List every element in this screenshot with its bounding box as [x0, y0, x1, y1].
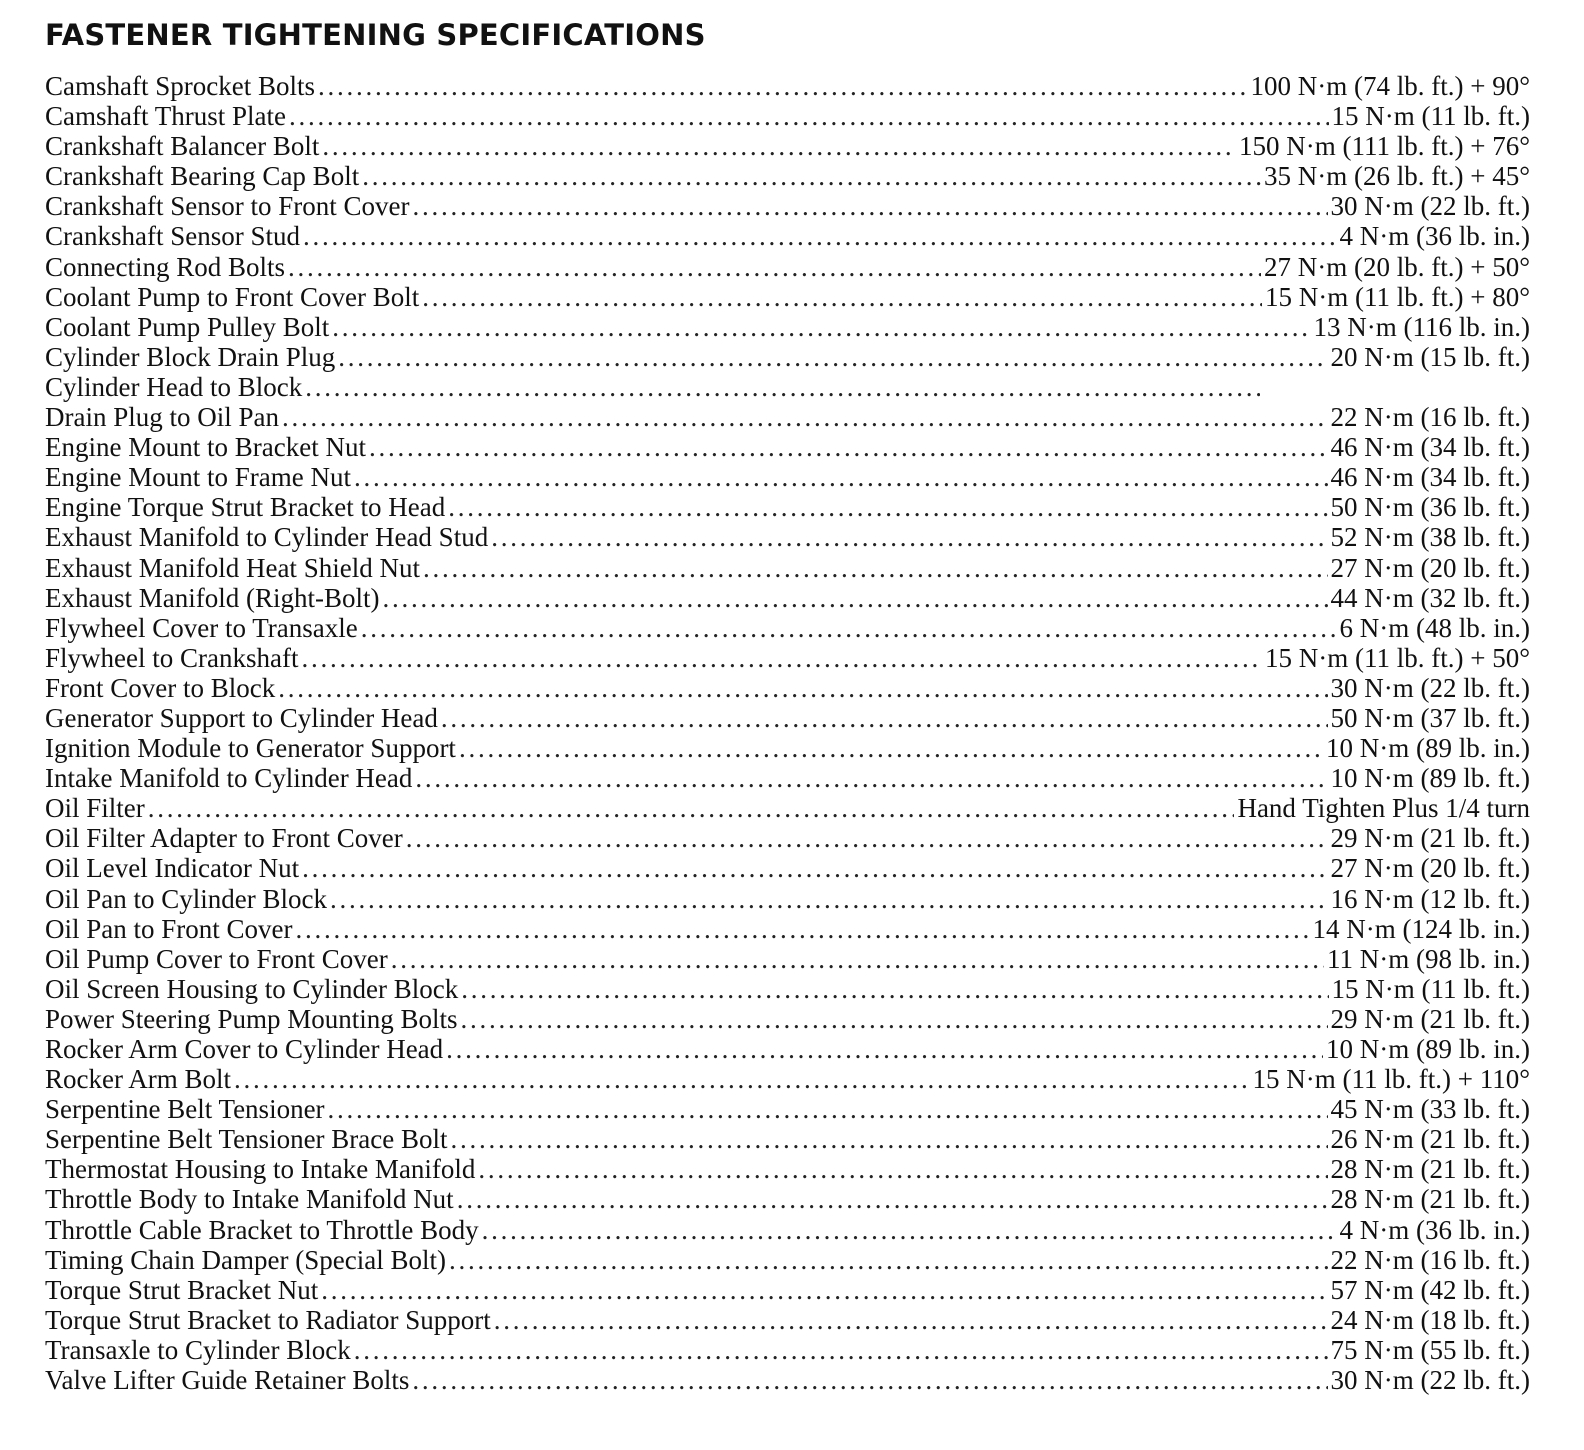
- dot-leader: [491, 522, 1327, 552]
- spec-row: [45, 432, 1530, 462]
- fastener-name: Oil Pan to Front Cover: [45, 913, 293, 944]
- dot-leader: [369, 432, 1328, 462]
- dot-leader: [449, 1245, 1328, 1275]
- torque-value: 100 N·m (74 lb. ft.) + 90°: [1250, 71, 1530, 101]
- spec-row: [45, 342, 1530, 372]
- dot-leader: [330, 884, 1328, 914]
- fastener-name: Crankshaft Sensor to Front Cover: [45, 191, 410, 222]
- fastener-name: Cylinder Head to Block: [45, 371, 303, 402]
- spec-row: [45, 763, 1530, 793]
- torque-value: 15 N·m (11 lb. ft.) + 80°: [1265, 281, 1530, 312]
- dot-leader: [448, 492, 1327, 522]
- dot-leader: [361, 613, 1337, 643]
- dot-leader: [278, 673, 1327, 703]
- dot-leader: [382, 583, 1327, 613]
- torque-value: 50 N·m (36 lb. ft.): [1330, 492, 1530, 523]
- dot-leader: [322, 131, 1236, 161]
- fastener-name: Oil Filter: [45, 793, 145, 824]
- fastener-name: Flywheel to Crankshaft: [45, 642, 299, 673]
- spec-row: [45, 944, 1530, 974]
- spec-row: [45, 673, 1530, 703]
- spec-row: [45, 823, 1530, 853]
- spec-row: [45, 884, 1530, 914]
- fastener-name: Drain Plug to Oil Pan: [45, 402, 279, 433]
- torque-value: 75 N·m (55 lb. ft.): [1330, 1334, 1530, 1365]
- torque-value: 29 N·m (21 lb. ft.): [1330, 1003, 1530, 1034]
- torque-value: 30 N·m (22 lb. ft.): [1330, 672, 1530, 703]
- fastener-name: Timing Chain Damper (Special Bolt): [45, 1244, 446, 1275]
- torque-value: 10 N·m (89 lb. in.): [1326, 733, 1530, 764]
- page-title: FASTENER TIGHTENING SPECIFICATIONS: [45, 18, 706, 52]
- spec-row: [45, 402, 1530, 432]
- torque-value: 52 N·m (38 lb. ft.): [1330, 522, 1530, 553]
- fastener-name: Exhaust Manifold Heat Shield Nut: [45, 552, 420, 583]
- dot-leader: [301, 643, 1262, 673]
- torque-value: 30 N·m (22 lb. ft.): [1330, 191, 1530, 222]
- dot-leader: [362, 161, 1261, 191]
- spec-row: [45, 312, 1530, 342]
- fastener-name: Oil Level Indicator Nut: [45, 853, 300, 884]
- spec-row: [45, 853, 1530, 883]
- torque-value: 11 N·m (98 lb. in.): [1327, 943, 1530, 974]
- dot-leader: [282, 402, 1328, 432]
- torque-value: 15 N·m (11 lb. ft.): [1331, 101, 1530, 132]
- dot-leader: [441, 703, 1328, 733]
- spec-row: [45, 1335, 1530, 1365]
- torque-value: 46 N·m (34 lb. ft.): [1330, 462, 1530, 493]
- torque-value: 27 N·m (20 lb. ft.): [1330, 552, 1530, 583]
- torque-value: 28 N·m (21 lb. ft.): [1330, 1184, 1530, 1215]
- torque-value: 4 N·m (36 lb. in.): [1339, 1214, 1530, 1245]
- spec-row: [45, 101, 1530, 131]
- torque-value: 27 N·m (20 lb. ft.) + 50°: [1264, 251, 1530, 282]
- fastener-name: Camshaft Thrust Plate: [45, 101, 286, 132]
- dot-leader: [461, 1004, 1328, 1034]
- dot-leader: [321, 1275, 1327, 1305]
- dot-leader: [338, 342, 1327, 372]
- dot-leader: [457, 1184, 1328, 1214]
- dot-leader: [305, 372, 1260, 402]
- fastener-name: Oil Screen Housing to Cylinder Block: [45, 973, 459, 1004]
- torque-value: 10 N·m (89 lb. in.): [1326, 1034, 1530, 1064]
- spec-row: [45, 553, 1530, 583]
- fastener-name: Serpentine Belt Tensioner: [45, 1094, 325, 1125]
- torque-value: 15 N·m (11 lb. ft.) + 50°: [1265, 642, 1530, 673]
- fastener-name: Crankshaft Sensor Stud: [45, 221, 300, 252]
- dot-leader: [289, 101, 1329, 131]
- fastener-name: Exhaust Manifold (Right-Bolt): [45, 582, 380, 613]
- dot-leader: [354, 1335, 1328, 1365]
- dot-leader: [288, 252, 1261, 282]
- dot-leader: [423, 553, 1328, 583]
- spec-row: [45, 282, 1530, 312]
- spec-row: [45, 793, 1530, 823]
- torque-value: 45 N·m (33 lb. ft.): [1330, 1094, 1530, 1125]
- dot-leader: [391, 944, 1324, 974]
- torque-value: 150 N·m (111 lb. ft.) + 76°: [1239, 131, 1530, 162]
- torque-value: 29 N·m (21 lb. ft.): [1330, 823, 1530, 854]
- spec-row: [45, 613, 1530, 643]
- dot-leader: [412, 191, 1327, 221]
- torque-value: 14 N·m (124 lb. in.): [1312, 913, 1530, 944]
- fastener-name: Front Cover to Block: [45, 672, 276, 703]
- dot-leader: [354, 462, 1328, 492]
- spec-row: [45, 1275, 1530, 1305]
- fastener-name: Connecting Rod Bolts: [45, 251, 286, 282]
- torque-value: 10 N·m (89 lb. ft.): [1330, 763, 1530, 794]
- spec-row: [45, 1064, 1530, 1094]
- fastener-name: Power Steering Pump Mounting Bolts: [45, 1003, 458, 1034]
- torque-value: 6 N·m (48 lb. in.): [1339, 612, 1530, 643]
- fastener-name: Oil Pan to Cylinder Block: [45, 883, 327, 914]
- dot-leader: [406, 823, 1328, 853]
- spec-row: [45, 221, 1530, 251]
- fastener-name: Rocker Arm Bolt: [45, 1064, 231, 1095]
- torque-value: 20 N·m (15 lb. ft.): [1330, 341, 1530, 372]
- torque-value: 15 N·m (11 lb. ft.): [1331, 973, 1530, 1004]
- dot-leader: [461, 974, 1328, 1004]
- dot-leader: [446, 1034, 1323, 1064]
- fastener-name: Engine Torque Strut Bracket to Head: [45, 492, 446, 523]
- fastener-name: Cylinder Block Drain Plug: [45, 341, 336, 372]
- fastener-name: Thermostat Housing to Intake Manifold: [45, 1154, 476, 1185]
- dot-leader: [303, 221, 1337, 251]
- fastener-name: Generator Support to Cylinder Head: [45, 702, 438, 733]
- torque-value: 35 N·m (26 lb. ft.) + 45°: [1264, 161, 1530, 192]
- dot-leader: [332, 312, 1310, 342]
- spec-row: [45, 914, 1530, 944]
- fastener-name: Throttle Body to Intake Manifold Nut: [45, 1184, 454, 1215]
- torque-value: 13 N·m (116 lb. in.): [1313, 311, 1530, 342]
- fastener-name: Serpentine Belt Tensioner Brace Bolt: [45, 1124, 448, 1155]
- dot-leader: [328, 1094, 1328, 1124]
- dot-leader: [302, 853, 1327, 883]
- fastener-name: Coolant Pump Pulley Bolt: [45, 311, 330, 342]
- torque-value: 26 N·m (21 lb. ft.): [1330, 1124, 1530, 1155]
- spec-row: [45, 1094, 1530, 1124]
- spec-row: [45, 703, 1530, 733]
- torque-value: 27 N·m (20 lb. ft.): [1330, 853, 1530, 884]
- spec-row: [45, 583, 1530, 613]
- fastener-name: Torque Strut Bracket Nut: [45, 1274, 319, 1305]
- dot-leader: [494, 1305, 1328, 1335]
- torque-value: 22 N·m (16 lb. ft.): [1330, 1244, 1530, 1275]
- fastener-name: Transaxle to Cylinder Block: [45, 1334, 351, 1365]
- dot-leader: [318, 71, 1248, 101]
- spec-row: [45, 71, 1530, 101]
- spec-row: [45, 1034, 1530, 1064]
- spec-row: [45, 1184, 1530, 1214]
- fastener-name: Oil Filter Adapter to Front Cover: [45, 823, 403, 854]
- torque-value: 16 N·m (12 lb. ft.): [1330, 883, 1530, 914]
- torque-value: 44 N·m (32 lb. ft.): [1330, 582, 1530, 613]
- dot-leader: [234, 1064, 1250, 1094]
- fastener-name: Engine Mount to Bracket Nut: [45, 432, 366, 463]
- fastener-name: Oil Pump Cover to Front Cover: [45, 943, 388, 974]
- fastener-name: Coolant Pump to Front Cover Bolt: [45, 281, 420, 312]
- spec-row: [45, 462, 1530, 492]
- torque-value: 15 N·m (11 lb. ft.) + 110°: [1252, 1064, 1530, 1095]
- spec-row: [45, 1305, 1530, 1335]
- dot-leader: [482, 1215, 1337, 1245]
- dot-leader: [415, 763, 1327, 793]
- torque-value: 46 N·m (34 lb. ft.): [1330, 432, 1530, 463]
- fastener-name: Ignition Module to Generator Support: [45, 733, 456, 764]
- fastener-name: Valve Lifter Guide Retainer Bolts: [45, 1365, 410, 1396]
- spec-list: [45, 71, 1530, 1395]
- torque-value: 30 N·m (22 lb. ft.): [1330, 1365, 1530, 1396]
- spec-row: [45, 131, 1530, 161]
- spec-row: [45, 1215, 1530, 1245]
- spec-row: [45, 643, 1530, 673]
- spec-row: [45, 252, 1530, 282]
- dot-leader: [422, 282, 1262, 312]
- dot-leader: [412, 1365, 1327, 1395]
- fastener-name: Camshaft Sprocket Bolts: [45, 71, 315, 101]
- torque-value: 50 N·m (37 lb. ft.): [1330, 702, 1530, 733]
- fastener-name: Torque Strut Bracket to Radiator Support: [45, 1304, 491, 1335]
- fastener-name: Rocker Arm Cover to Cylinder Head: [45, 1034, 444, 1064]
- torque-value: 24 N·m (18 lb. ft.): [1330, 1304, 1530, 1335]
- fastener-name: Crankshaft Balancer Bolt: [45, 131, 320, 162]
- torque-value: 57 N·m (42 lb. ft.): [1330, 1274, 1530, 1305]
- fastener-name: Crankshaft Bearing Cap Bolt: [45, 161, 360, 192]
- fastener-name: Exhaust Manifold to Cylinder Head Stud: [45, 522, 489, 553]
- spec-row: [45, 492, 1530, 522]
- spec-row: [45, 522, 1530, 552]
- dot-leader: [478, 1154, 1327, 1184]
- dot-leader: [296, 914, 1310, 944]
- dot-leader: [451, 1124, 1328, 1154]
- spec-row: [45, 1365, 1530, 1395]
- dot-leader: [148, 793, 1235, 823]
- fastener-name: Throttle Cable Bracket to Throttle Body: [45, 1214, 479, 1245]
- spec-row: [45, 733, 1530, 763]
- dot-leader: [459, 733, 1323, 763]
- spec-row: [45, 191, 1530, 221]
- torque-value: Hand Tighten Plus 1/4 turn: [1237, 793, 1530, 824]
- spec-row: [45, 1245, 1530, 1275]
- spec-row: [45, 1124, 1530, 1154]
- fastener-name: Intake Manifold to Cylinder Head: [45, 763, 413, 794]
- spec-row: [45, 372, 1530, 402]
- torque-value: 4 N·m (36 lb. in.): [1339, 221, 1530, 252]
- fastener-name: Engine Mount to Frame Nut: [45, 462, 351, 493]
- spec-row: [45, 1154, 1530, 1184]
- spec-row: [45, 161, 1530, 191]
- torque-value: 28 N·m (21 lb. ft.): [1330, 1154, 1530, 1185]
- fastener-name: Flywheel Cover to Transaxle: [45, 612, 358, 643]
- torque-value: 22 N·m (16 lb. ft.): [1330, 402, 1530, 433]
- spec-row: [45, 1004, 1530, 1034]
- spec-row: [45, 974, 1530, 1004]
